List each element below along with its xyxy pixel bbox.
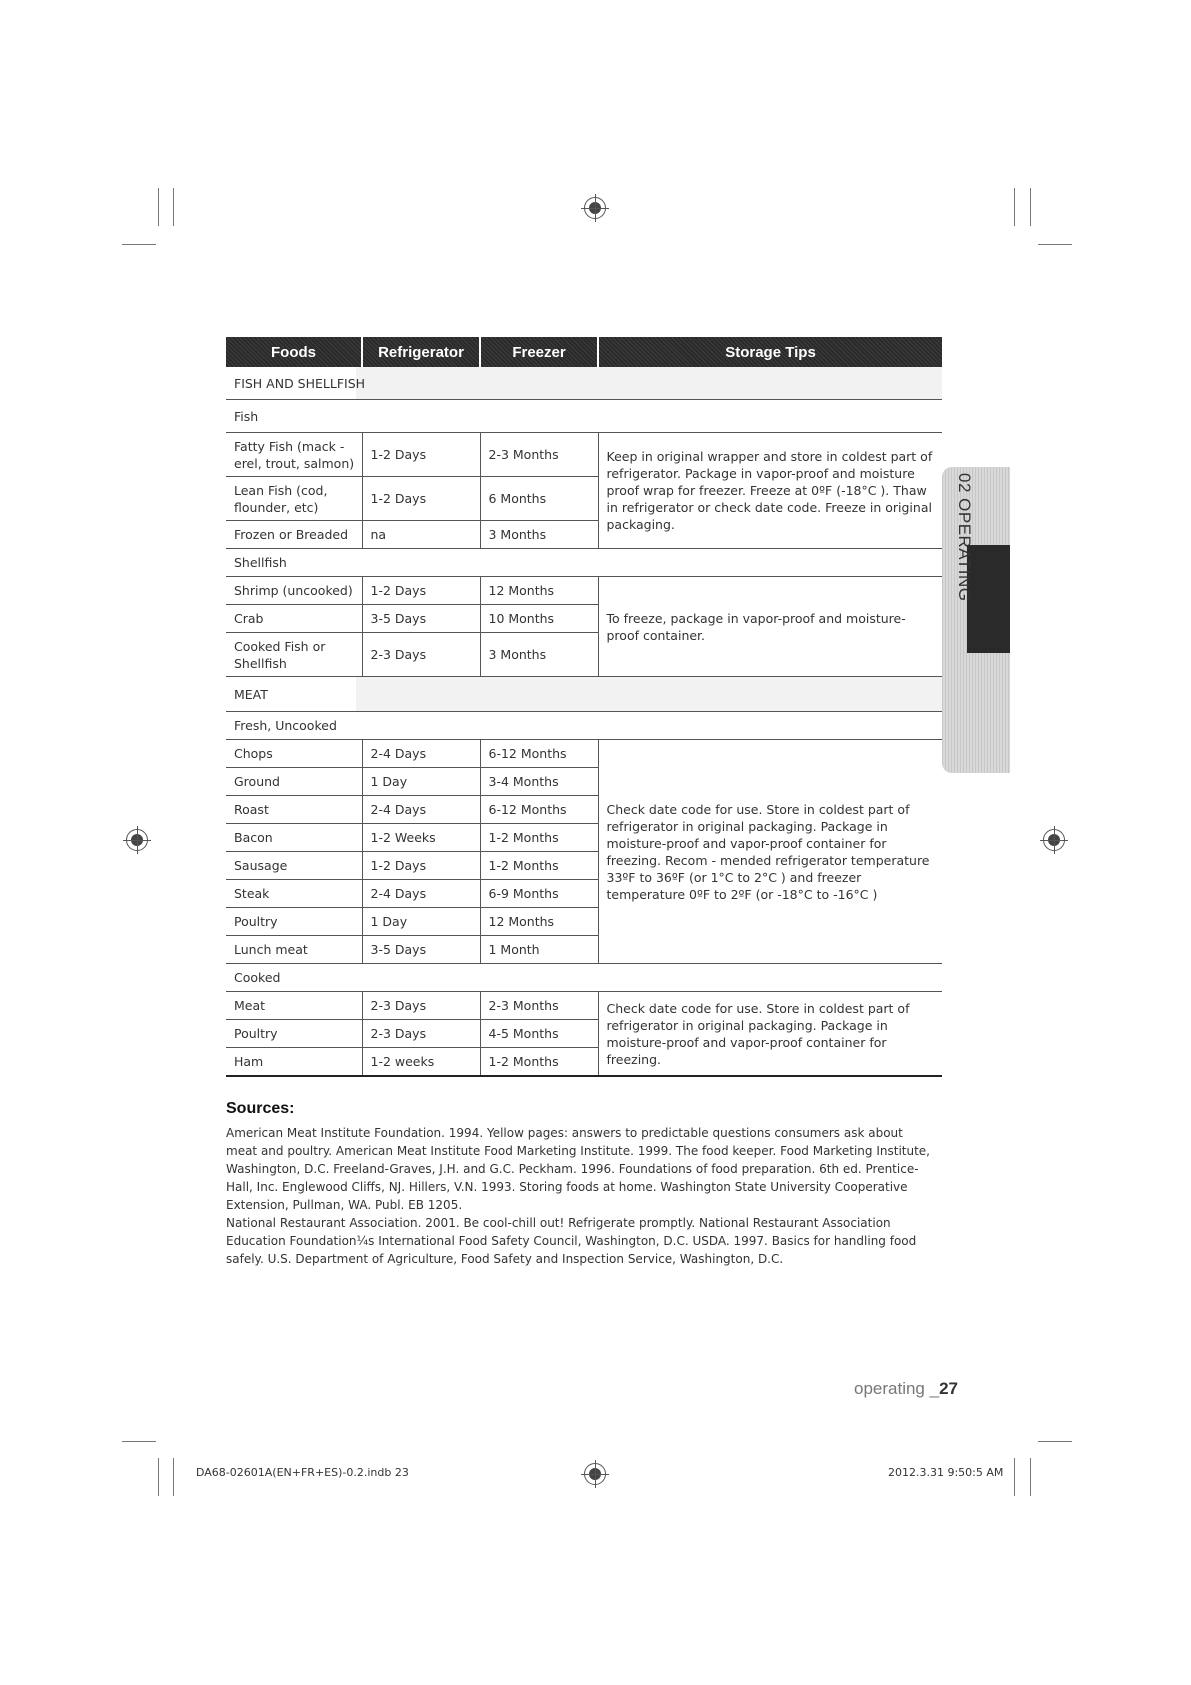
refrigerator-cell: 1-2 Days	[362, 577, 480, 605]
food-cell: Crab	[226, 605, 362, 633]
subsection-fresh-uncooked: Fresh, Uncooked	[226, 712, 942, 740]
freezer-cell: 3 Months	[480, 633, 598, 677]
page-number	[854, 1379, 958, 1399]
freezer-cell: 1-2 Months	[480, 824, 598, 852]
freezer-cell: 3-4 Months	[480, 768, 598, 796]
freezer-cell: 3 Months	[480, 521, 598, 549]
table-row	[226, 740, 942, 768]
subsection-shellfish: Shellfish	[226, 549, 942, 577]
page-number-value: 27	[939, 1379, 958, 1398]
header-storage-tips: Storage Tips	[598, 337, 942, 367]
crop-mark	[173, 1458, 174, 1496]
crop-mark	[1030, 188, 1031, 226]
refrigerator-cell: 1-2 Days	[362, 433, 480, 477]
subsection-row	[226, 549, 942, 577]
registration-mark-icon	[584, 1463, 606, 1485]
refrigerator-cell: 1-2 Days	[362, 852, 480, 880]
food-cell: Cooked Fish or Shellfish	[226, 633, 362, 677]
refrigerator-cell: 1 Day	[362, 768, 480, 796]
crop-mark	[122, 244, 156, 245]
section-row	[226, 367, 942, 400]
refrigerator-cell: 2-3 Days	[362, 1020, 480, 1048]
subsection-cooked: Cooked	[226, 964, 942, 992]
refrigerator-cell: na	[362, 521, 480, 549]
storage-tip-cell: Check date code for use. Store in coldest part of refrigerator in original packaging. Package in moisture-proof and vapor-proof container for freezing. Recom - mended refrigerator temperature 33ºF to 36ºF (or 1°C to 2°C ) and freezer temperature 0ºF to 2ºF (or -18°C to -16°C )	[598, 740, 942, 964]
freezer-cell: 6-9 Months	[480, 880, 598, 908]
refrigerator-cell: 3-5 Days	[362, 936, 480, 964]
registration-mark-icon	[1043, 829, 1065, 851]
chapter-tab-label: 02 OPERATING	[955, 473, 974, 602]
subsection-row	[226, 712, 942, 740]
freezer-cell: 12 Months	[480, 908, 598, 936]
food-cell: Shrimp (uncooked)	[226, 577, 362, 605]
refrigerator-cell: 1-2 Weeks	[362, 824, 480, 852]
sources-body	[226, 1124, 932, 1268]
header-freezer: Freezer	[480, 337, 598, 367]
section-row	[226, 677, 942, 712]
storage-tip-cell: To freeze, package in vapor-proof and moisture-proof container.	[598, 577, 942, 677]
refrigerator-cell: 2-4 Days	[362, 796, 480, 824]
subsection-row	[226, 400, 942, 433]
crop-mark	[173, 188, 174, 226]
crop-mark	[122, 1441, 156, 1442]
chapter-side-tab	[942, 467, 1010, 773]
sources-heading: Sources:	[226, 1100, 295, 1117]
food-cell: Lunch meat	[226, 936, 362, 964]
food-cell: Sausage	[226, 852, 362, 880]
table-row	[226, 992, 942, 1020]
footer-file-name: DA68-02601A(EN+FR+ES)-0.2.indb 23	[196, 1466, 409, 1479]
freezer-cell: 12 Months	[480, 577, 598, 605]
food-cell: Roast	[226, 796, 362, 824]
storage-tip-cell: Check date code for use. Store in coldest part of refrigerator in original packaging. Package in moisture-proof and vapor-proof container for freezing.	[598, 992, 942, 1077]
footer-timestamp: 2012.3.31 9:50:5 AM	[888, 1466, 1004, 1479]
registration-mark-icon	[126, 829, 148, 851]
refrigerator-cell: 2-4 Days	[362, 880, 480, 908]
header-refrigerator: Refrigerator	[362, 337, 480, 367]
refrigerator-cell: 2-3 Days	[362, 633, 480, 677]
refrigerator-cell: 3-5 Days	[362, 605, 480, 633]
freezer-cell: 6 Months	[480, 477, 598, 521]
freezer-cell: 10 Months	[480, 605, 598, 633]
page-section-word: operating _	[854, 1379, 940, 1398]
food-cell: Ground	[226, 768, 362, 796]
crop-mark	[1030, 1458, 1031, 1496]
freezer-cell: 6-12 Months	[480, 740, 598, 768]
food-cell: Bacon	[226, 824, 362, 852]
header-foods: Foods	[226, 337, 362, 367]
subsection-row	[226, 964, 942, 992]
refrigerator-cell: 1 Day	[362, 908, 480, 936]
food-cell: Ham	[226, 1048, 362, 1077]
crop-mark	[1038, 1441, 1072, 1442]
crop-mark	[1038, 244, 1072, 245]
section-meat: MEAT	[226, 677, 942, 712]
crop-mark	[158, 1458, 159, 1496]
table-row	[226, 433, 942, 477]
section-fish-and-shellfish: FISH AND SHELLFISH	[226, 367, 942, 400]
freezer-cell: 2-3 Months	[480, 433, 598, 477]
crop-mark	[158, 188, 159, 226]
storage-tip-cell: Keep in original wrapper and store in coldest part of refrigerator. Package in vapor-proof and moisture proof wrap for freezer. Freeze at 0ºF (-18°C ). Thaw in refrigerator or check date code. Freeze in original packaging.	[598, 433, 942, 549]
freezer-cell: 6-12 Months	[480, 796, 598, 824]
food-cell: Chops	[226, 740, 362, 768]
crop-mark	[1014, 188, 1015, 226]
refrigerator-cell: 1-2 Days	[362, 477, 480, 521]
freezer-cell: 4-5 Months	[480, 1020, 598, 1048]
food-cell: Fatty Fish (mack - erel, trout, salmon)	[226, 433, 362, 477]
food-cell: Frozen or Breaded	[226, 521, 362, 549]
sources-paragraph: American Meat Institute Foundation. 1994. Yellow pages: answers to predictable questions consumers ask about meat and poultry. American Meat Institute Food Marketing Institute. 1999. The food keeper. Food Marketing Institute, Washington, D.C. Freeland-Graves, J.H. and G.C. Peckham. 1996. Foundations of food preparation. 6th ed. Prentice-Hall, Inc. Englewood Cliffs, NJ. Hillers, V.N. 1993. Storing foods at home. Washington State University Cooperative Extension, Pullman, WA. Publ. EB 1205.	[226, 1126, 930, 1212]
freezer-cell: 1 Month	[480, 936, 598, 964]
food-cell: Poultry	[226, 908, 362, 936]
table-row	[226, 577, 942, 605]
table-header	[226, 337, 942, 367]
food-cell: Poultry	[226, 1020, 362, 1048]
food-cell: Steak	[226, 880, 362, 908]
freezer-cell: 2-3 Months	[480, 992, 598, 1020]
registration-mark-icon	[584, 197, 606, 219]
refrigerator-cell: 2-3 Days	[362, 992, 480, 1020]
freezer-cell: 1-2 Months	[480, 1048, 598, 1077]
subsection-fish: Fish	[226, 400, 942, 433]
refrigerator-cell: 2-4 Days	[362, 740, 480, 768]
food-storage-table	[226, 337, 942, 1077]
refrigerator-cell: 1-2 weeks	[362, 1048, 480, 1077]
food-cell: Lean Fish (cod, flounder, etc)	[226, 477, 362, 521]
crop-mark	[1014, 1458, 1015, 1496]
freezer-cell: 1-2 Months	[480, 852, 598, 880]
food-cell: Meat	[226, 992, 362, 1020]
sources-paragraph: National Restaurant Association. 2001. Be cool-chill out! Refrigerate promptly. National Restaurant Association Education Foundation¼s International Food Safety Council, Washington, D.C. USDA. 1997. Basics for handling food safely. U.S. Department of Agriculture, Food Safety and Inspection Service, Washington, D.C.	[226, 1216, 917, 1266]
